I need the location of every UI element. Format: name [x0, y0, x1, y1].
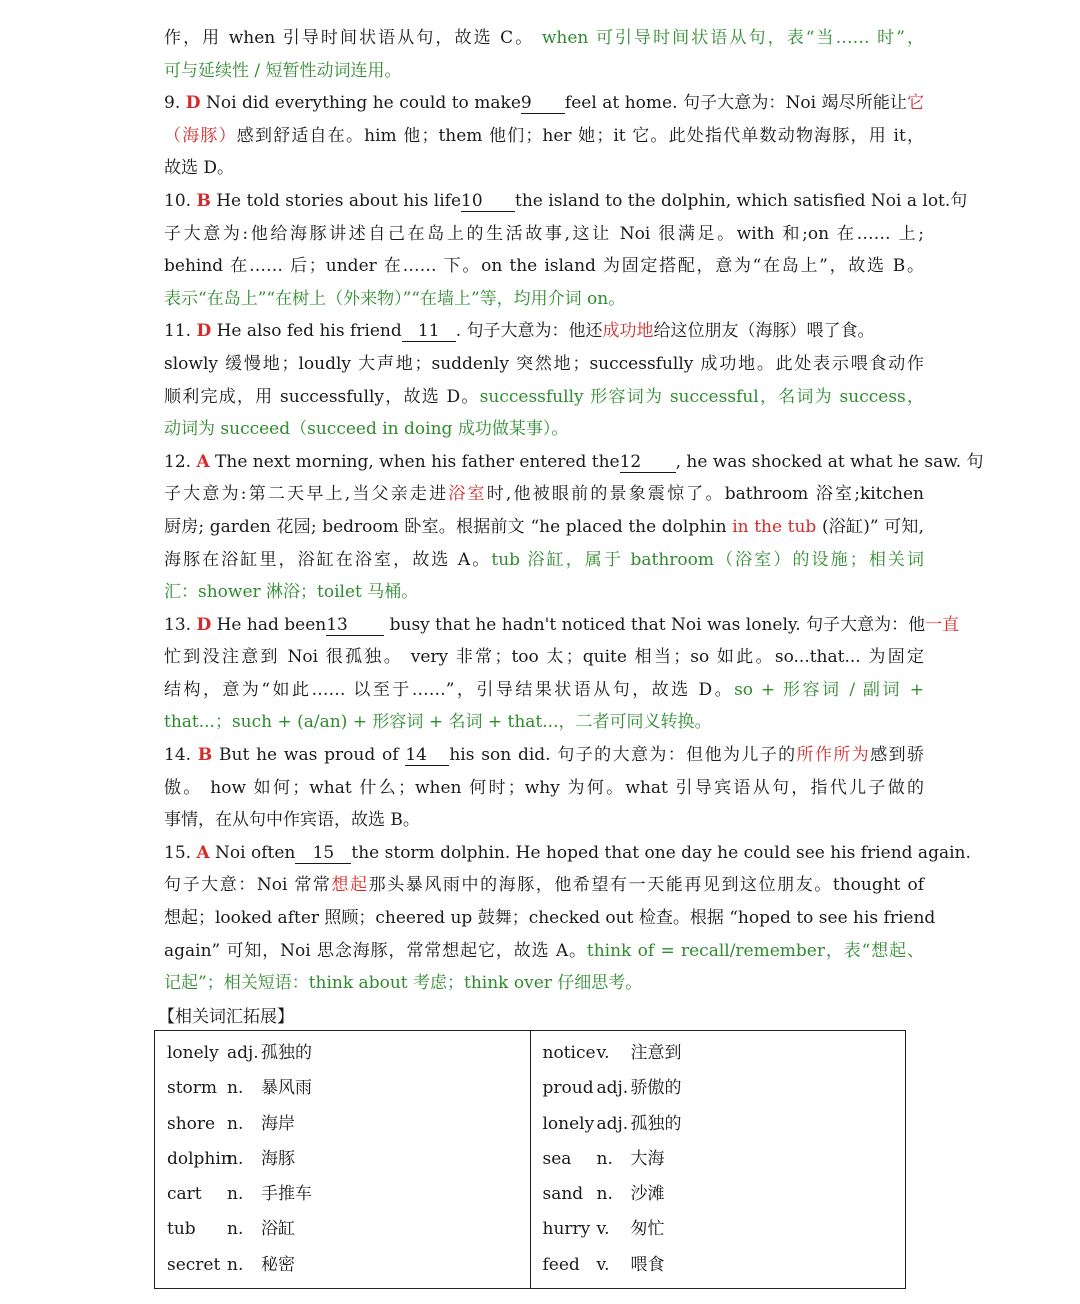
- text-segment: The next morning, when his father entered the: [209, 451, 620, 472]
- vocab-pos: adj.: [227, 1043, 259, 1063]
- text-segment: 顺利完成，用 successfully，故选 D。: [164, 386, 480, 407]
- text-segment: 12.: [164, 451, 197, 472]
- vocab-row: [543, 1041, 906, 1076]
- text-segment: 想起: [331, 875, 369, 896]
- vocab-word: tub: [167, 1219, 196, 1240]
- answer-blank: 13: [326, 615, 384, 636]
- vocab-meaning: 孤独的: [630, 1113, 682, 1134]
- vocab-row: [167, 1217, 530, 1252]
- vocab-row: [543, 1253, 906, 1288]
- text-segment: in the tub: [732, 516, 817, 537]
- vocab-meaning: 海岸: [261, 1113, 295, 1134]
- vocab-meaning: 手推车: [261, 1184, 312, 1205]
- text-segment: 时,他被眼前的景象震惊了。bathroom 浴室;kitchen: [486, 484, 924, 505]
- text-segment: feel at home. 句子大意为：Noi 竭尽所能让: [564, 93, 908, 114]
- answer-blank: 11: [402, 321, 456, 342]
- text-segment: tub 浴缸，属于 bathroom（浴室）的设施；相关词: [491, 549, 925, 570]
- vocab-pos: v.: [596, 1043, 610, 1063]
- vocab-word: cart: [167, 1184, 202, 1205]
- answer-blank: 12: [620, 452, 676, 473]
- vocab-meaning: 喂食: [630, 1254, 665, 1275]
- text-segment: 13.: [164, 614, 197, 635]
- text-line: [164, 772, 924, 805]
- vocab-row: [543, 1217, 906, 1252]
- text-segment: 它: [907, 93, 925, 114]
- text-segment: 傲。 how 如何；what 什么；when 何时；why 为何。what 引导宾语从句，指代儿子做的: [164, 777, 924, 798]
- text-segment: (浴缸)” 可知,: [816, 516, 924, 537]
- text-line: [164, 381, 924, 414]
- text-line: [164, 837, 971, 870]
- text-segment: 10.: [164, 190, 197, 211]
- text-segment: 子大意为:第二天早上,当父亲走进: [164, 484, 449, 505]
- text-segment: 那头暴风雨中的海豚，他希望有一天能再见到这位朋友。thought of: [368, 875, 925, 896]
- vocab-row: [543, 1182, 906, 1217]
- vocab-pos: v.: [596, 1219, 610, 1240]
- text-line: [164, 315, 924, 348]
- vocab-pos: n.: [227, 1184, 244, 1205]
- vocab-word: storm: [167, 1078, 218, 1099]
- vocab-word: hurry: [542, 1219, 591, 1240]
- vocab-pos: n.: [227, 1254, 244, 1275]
- text-segment: He also fed his friend: [211, 321, 402, 342]
- text-segment: 表示“在岛上”“在树上（外来物）”“在墙上”等，均用介词 on。: [164, 288, 626, 309]
- text-segment: 11.: [164, 321, 197, 342]
- vocab-pos: n.: [227, 1113, 244, 1134]
- text-line: [164, 120, 924, 153]
- text-segment: 事情，在从句中作宾语，故选 B。: [164, 810, 420, 831]
- text-line: [164, 250, 924, 283]
- vocab-pos: adj.: [596, 1113, 629, 1134]
- vocab-pos: n.: [227, 1078, 244, 1099]
- text-segment: . 句子大意为：他还: [455, 321, 603, 342]
- text-segment: A: [196, 842, 210, 863]
- text-segment: 成功地: [602, 321, 654, 342]
- text-segment: 海豚在浴缸里，浴缸在浴室，故选 A。: [164, 549, 492, 570]
- text-segment: But he was proud of: [212, 745, 406, 766]
- answer-blank: 15: [295, 843, 351, 864]
- text-line: [164, 706, 924, 739]
- text-segment: 感到骄: [870, 745, 925, 766]
- text-line: [164, 674, 924, 707]
- answer-blank: 14: [405, 745, 449, 766]
- vocab-meaning: 浴缸: [261, 1219, 295, 1240]
- text-line: [164, 544, 924, 577]
- text-segment: 忙到没注意到 Noi 很孤独。 very 非常；too 太；quite 相当；so 如此。so...that... 为固定: [164, 647, 924, 668]
- vocab-meaning: 大海: [630, 1148, 665, 1169]
- text-segment: B: [196, 190, 211, 211]
- text-segment: 浴室: [448, 484, 487, 505]
- vocab-table: [154, 1030, 906, 1289]
- text-line: [164, 413, 924, 446]
- text-segment: , he was shocked at what he saw. 句: [675, 451, 984, 472]
- vocab-row: [167, 1076, 530, 1111]
- text-segment: 14.: [164, 745, 198, 766]
- vocab-row: [167, 1147, 530, 1182]
- text-segment: Noi did everything he could to make: [200, 93, 521, 114]
- text-line: [164, 641, 924, 674]
- text-segment: busy that he hadn't noticed that Noi was lonely. 句子大意为：他: [384, 614, 926, 635]
- text-line: [164, 739, 924, 772]
- text-segment: successfully 形容词为 successful，名词为 success，: [479, 386, 924, 407]
- text-line: [164, 609, 960, 642]
- text-segment: 故选 D。: [164, 158, 235, 179]
- text-segment: 句子大意：Noi 常常: [164, 875, 332, 896]
- text-line: [164, 185, 968, 218]
- vocab-column-right: [530, 1031, 906, 1289]
- text-segment: 厨房; garden 花园; bedroom 卧室。根据前文 “he placed the dolphin: [164, 516, 733, 537]
- text-line: [164, 478, 924, 511]
- vocab-word: secret: [167, 1254, 221, 1275]
- vocab-column-left: [155, 1031, 531, 1289]
- text-segment: 所作所为: [796, 745, 871, 766]
- text-segment: the island to the dolphin, which satisfied Noi a lot.句: [515, 190, 968, 211]
- answer-blank: 9: [521, 93, 565, 114]
- text-segment: B: [197, 745, 213, 766]
- text-line: [164, 935, 924, 968]
- vocab-pos: n.: [227, 1148, 244, 1169]
- vocab-word: sand: [542, 1184, 584, 1205]
- vocab-row: [543, 1147, 906, 1182]
- text-segment: again” 可知，Noi 思念海豚，常常想起它，故选 A。: [164, 940, 587, 961]
- text-segment: 给这位朋友（海豚）喂了食。: [653, 321, 875, 342]
- vocab-pos: n.: [596, 1148, 613, 1169]
- vocab-heading: 【相关词汇拓展】: [158, 1007, 294, 1027]
- vocab-row: [167, 1253, 530, 1288]
- text-line: [164, 152, 924, 185]
- vocab-word: lonely: [167, 1043, 219, 1063]
- vocab-pos: n.: [227, 1219, 244, 1240]
- text-segment: （海豚）: [164, 125, 237, 146]
- text-line: [164, 869, 924, 902]
- vocab-word: dolphin: [167, 1148, 232, 1169]
- vocab-row: [167, 1112, 530, 1147]
- vocab-word: proud: [542, 1078, 594, 1099]
- vocab-meaning: 孤独的: [261, 1043, 312, 1063]
- text-segment: 作，用 when 引导时间状语从句，故选 C。: [164, 28, 542, 48]
- text-segment: slowly 缓慢地；loudly 大声地；suddenly 突然地；successfully 成功地。此处表示喂食动作: [164, 353, 924, 374]
- vocab-meaning: 注意到: [630, 1043, 682, 1063]
- vocab-meaning: 海豚: [261, 1148, 295, 1169]
- text-segment: think of = recall/remember，表“想起、: [586, 940, 924, 961]
- vocab-pos: n.: [596, 1184, 613, 1205]
- text-segment: behind 在…… 后；under 在…… 下。on the island 为固定搭配，意为“在岛上”，故选 B。: [164, 256, 924, 277]
- text-segment: 结构，意为“如此…… 以至于……”，引导结果状语从句，故选 D。: [164, 679, 735, 700]
- text-line: [164, 283, 924, 316]
- vocab-word: notice: [542, 1043, 596, 1063]
- vocab-pos: adj.: [596, 1078, 629, 1099]
- vocab-meaning: 秘密: [261, 1254, 295, 1275]
- vocab-row: [167, 1041, 530, 1076]
- text-segment: D: [185, 93, 201, 114]
- text-line: [164, 902, 936, 935]
- text-segment: his son did. 句子的大意为：但他为儿子的: [449, 745, 797, 766]
- vocab-meaning: 暴风雨: [261, 1078, 312, 1099]
- text-segment: the storm dolphin. He hoped that one day he could see his friend again.: [351, 842, 971, 863]
- text-segment: D: [196, 614, 212, 635]
- text-segment: 汇：shower 淋浴；toilet 马桶。: [164, 582, 419, 603]
- text-segment: 感到舒适自在。him 他；them 他们；her 她；it 它。此处指代单数动物海豚，用 it，: [236, 125, 924, 146]
- text-line: [164, 576, 924, 609]
- text-line: [164, 446, 984, 479]
- text-segment: 一直: [925, 614, 960, 635]
- text-segment: that...；such + (a/an) + 形容词 + 名词 + that...，二者可同义转换。: [164, 712, 712, 733]
- text-line: [164, 218, 924, 251]
- text-segment: so + 形容词 / 副词 +: [734, 679, 924, 700]
- text-segment: when 可引导时间状语从句，表“当…… 时”，: [541, 28, 924, 48]
- vocab-meaning: 沙滩: [630, 1184, 665, 1205]
- vocab-row: [167, 1182, 530, 1217]
- vocab-meaning: 匆忙: [630, 1219, 665, 1240]
- text-segment: 15.: [164, 842, 197, 863]
- text-line: [164, 804, 924, 837]
- text-segment: 子大意为:他给海豚讲述自己在岛上的生活故事,这让 Noi 很满足。with 和;on 在…… 上;: [164, 223, 924, 244]
- vocab-word: lonely: [542, 1113, 595, 1134]
- text-segment: 动词为 succeed（succeed in doing 成功做某事）。: [164, 419, 569, 440]
- text-line: [164, 55, 924, 88]
- text-segment: 9.: [164, 93, 186, 114]
- text-segment: He told stories about his life: [210, 190, 462, 211]
- vocab-meaning: 骄傲的: [630, 1078, 682, 1099]
- vocab-pos: v.: [596, 1254, 610, 1275]
- text-segment: Noi often: [209, 842, 296, 863]
- vocab-word: feed: [542, 1254, 580, 1275]
- text-segment: A: [196, 451, 210, 472]
- text-line: [164, 511, 924, 544]
- text-segment: He had been: [211, 614, 327, 635]
- text-line: [164, 87, 924, 120]
- vocab-row: [543, 1076, 906, 1111]
- vocab-row: [543, 1112, 906, 1147]
- explanation-text: [164, 22, 984, 1000]
- vocab-word: shore: [167, 1113, 216, 1134]
- text-segment: 想起；looked after 照顾；cheered up 鼓舞；checked out 检查。根据 “hoped to see his friend: [164, 908, 936, 929]
- answer-blank: 10: [461, 191, 515, 212]
- vocab-word: sea: [542, 1148, 572, 1169]
- text-line: [164, 22, 924, 55]
- text-segment: 记起”；相关短语：think about 考虑；think over 仔细思考。: [164, 973, 643, 994]
- text-segment: 可与延续性 / 短暂性动词连用。: [164, 60, 402, 81]
- text-line: [164, 348, 924, 381]
- text-line: [164, 967, 924, 1000]
- text-segment: D: [196, 321, 212, 342]
